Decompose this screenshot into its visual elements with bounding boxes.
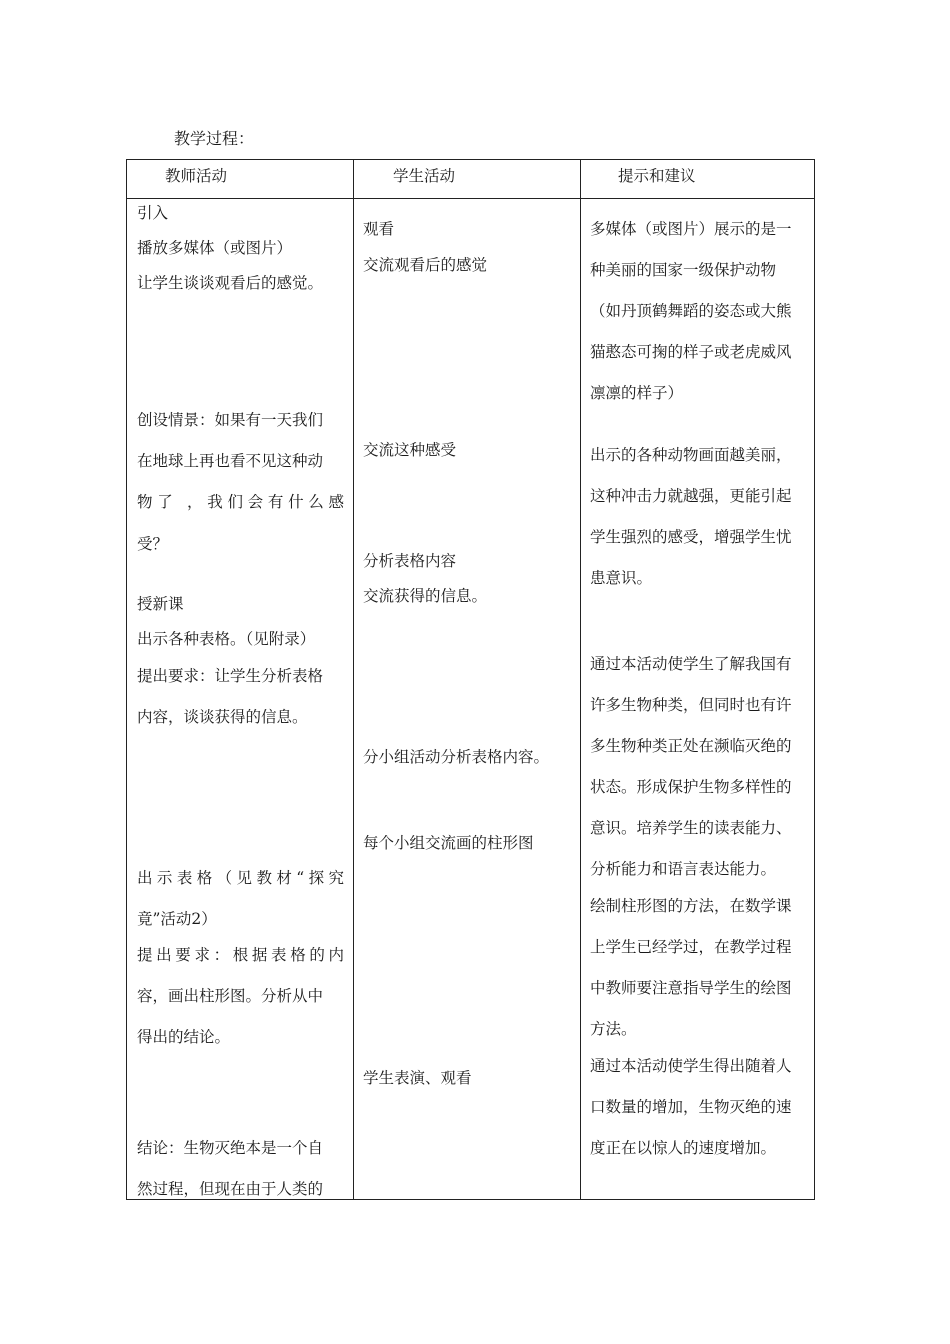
student-line: 分析表格内容 [363, 552, 457, 570]
teacher-line: 物了 ，我们会有什么感 [137, 493, 344, 511]
tips-line: 凛凛的样子） [590, 384, 684, 402]
teacher-line: 内容，谈谈获得的信息。 [137, 708, 308, 726]
teacher-line: 出示表格（见教材“探究 [137, 869, 344, 887]
tips-line: 多媒体（或图片）展示的是一 [590, 220, 792, 238]
tips-line: 多生物种类正处在濒临灭绝的 [590, 737, 792, 755]
header-tips: 提示和建议 [618, 167, 696, 185]
student-line: 交流获得的信息。 [363, 587, 488, 605]
teacher-line: 容，画出柱形图。分析从中 [137, 987, 324, 1005]
header-teacher-activity: 教师活动 [165, 167, 228, 185]
tips-line: 方法。 [590, 1020, 637, 1038]
tips-line: 意识。培养学生的读表能力、 [590, 819, 792, 837]
teacher-line: 提出要求：让学生分析表格 [137, 667, 324, 685]
tips-line: 绘制柱形图的方法，在数学课 [590, 897, 792, 915]
teacher-line: 让学生谈谈观看后的感觉。 [137, 274, 324, 292]
tips-line: （如丹顶鹤舞蹈的姿态或大熊 [590, 302, 792, 320]
tips-line: 学生强烈的感受，增强学生忧 [590, 528, 792, 546]
tips-line: 上学生已经学过，在教学过程 [590, 938, 792, 956]
student-line: 交流观看后的感觉 [363, 256, 488, 274]
student-line: 交流这种感受 [363, 441, 457, 459]
student-line: 学生表演、观看 [363, 1069, 472, 1087]
teacher-line: 播放多媒体（或图片） [137, 239, 293, 257]
tips-line: 分析能力和语言表达能力。 [590, 860, 777, 878]
header-divider [127, 198, 814, 199]
tips-line: 中教师要注意指导学生的绘图 [590, 979, 792, 997]
tips-line: 猫憨态可掬的样子或老虎威风 [590, 343, 792, 361]
tips-line: 种美丽的国家一级保护动物 [590, 261, 777, 279]
tips-line: 这种冲击力就越强，更能引起 [590, 487, 792, 505]
tips-line: 患意识。 [590, 569, 653, 587]
tips-line: 口数量的增加，生物灭绝的速 [590, 1098, 792, 1116]
teacher-line: 提出要求：根据表格的内 [137, 946, 344, 964]
teacher-line: 受？ [137, 535, 169, 553]
teacher-line: 竟”活动2） [137, 910, 217, 928]
lesson-process-table [126, 159, 815, 1200]
tips-line: 状态。形成保护生物多样性的 [590, 778, 792, 796]
teacher-line: 结论：生物灭绝本是一个自 [137, 1139, 324, 1157]
student-line: 每个小组交流画的柱形图 [363, 834, 534, 852]
teacher-line: 引入 [137, 204, 169, 222]
teacher-line: 授新课 [137, 595, 184, 613]
teacher-line: 然过程，但现在由于人类的 [137, 1180, 324, 1198]
teacher-line: 得出的结论。 [137, 1028, 231, 1046]
column-divider [580, 160, 581, 1199]
tips-line: 许多生物种类，但同时也有许 [590, 696, 792, 714]
header-student-activity: 学生活动 [393, 167, 456, 185]
column-divider [353, 160, 354, 1199]
tips-line: 度正在以惊人的速度增加。 [590, 1139, 777, 1157]
student-line: 观看 [363, 220, 395, 238]
teacher-line: 创设情景：如果有一天我们 [137, 411, 324, 429]
teacher-line: 出示各种表格。（见附录） [137, 630, 316, 648]
section-heading: 教学过程： [174, 129, 255, 148]
student-line: 分小组活动分析表格内容。 [363, 748, 550, 766]
tips-line: 出示的各种动物画面越美丽， [590, 446, 792, 464]
tips-line: 通过本活动使学生了解我国有 [590, 655, 792, 673]
tips-line: 通过本活动使学生得出随着人 [590, 1057, 792, 1075]
teacher-line: 在地球上再也看不见这种动 [137, 452, 324, 470]
